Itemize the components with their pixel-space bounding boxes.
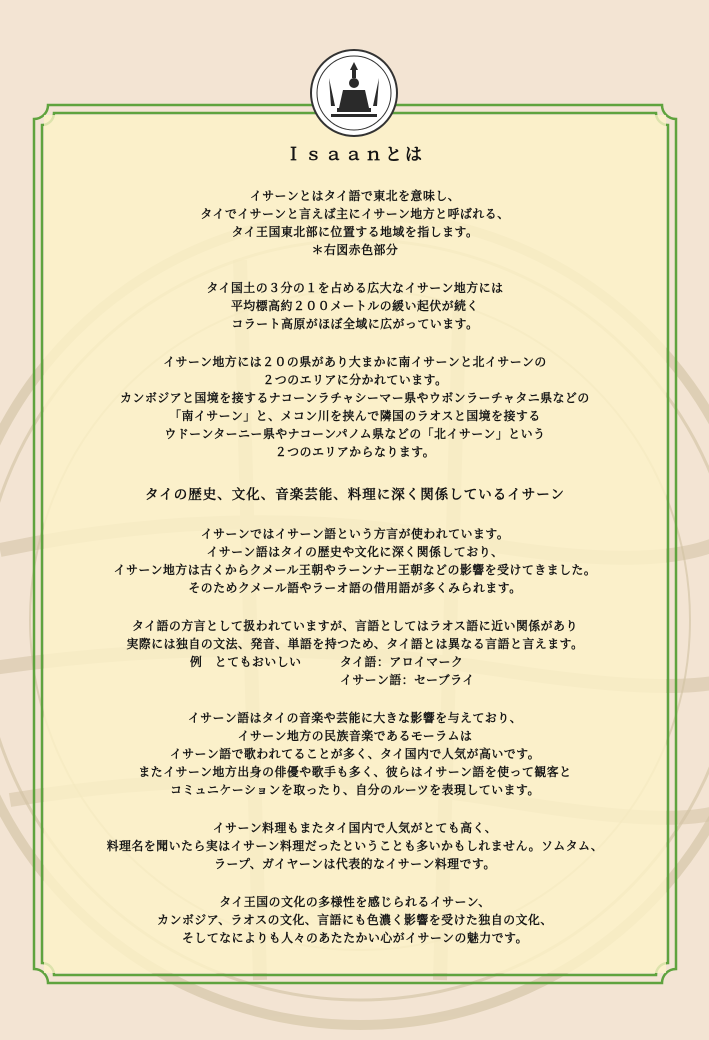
text-line: イサーン語で歌われてることが多く、タイ国内で人気が高いです。	[169, 747, 541, 761]
text-line: イサーン地方には２０の県があり大まかに南イサーンと北イサーンの	[163, 355, 547, 369]
text-line: ＊右図赤色部分	[311, 243, 399, 257]
text-line: そしてなによりも人々のあたたかい心がイサーンの魅力です。	[182, 931, 528, 945]
regions-paragraph	[36, 353, 674, 461]
closing-paragraph	[36, 893, 674, 947]
example-thai: タイ語：アロイマーク	[340, 655, 464, 669]
example-spacer	[190, 671, 340, 689]
text-line: イサーン語はタイの音楽や芸能に大きな影響を与えており、	[187, 711, 523, 725]
text-line: ２つのエリアに分かれています。	[262, 373, 448, 387]
text-line: そのためクメール語やラーオ語の借用語が多くみられます。	[188, 581, 522, 595]
royal-emblem-icon	[309, 48, 399, 138]
language-paragraph	[36, 525, 674, 597]
text-line: 実際には独自の文法、発音、単語を持つため、タイ語とは異なる言語と言えます。	[126, 637, 584, 651]
example-label: 例 とてもおいしい	[190, 655, 302, 669]
text-line: タイ王国の文化の多様性を感じられるイサーン、	[219, 895, 491, 909]
text-line: タイ語の方言として扱われていますが、言語としてはラオス語に近い関係があり	[132, 619, 578, 633]
text-line: コラート高原がほぼ全域に広がっています。	[231, 317, 479, 331]
text-line: 平均標高約２００メートルの緩い起伏が続く	[231, 299, 479, 313]
text-line: イサーン語はタイの歴史や文化に深く関係しており、	[206, 545, 504, 559]
intro-paragraph	[36, 187, 674, 259]
example-isaan: イサーン語：セーブライ	[340, 673, 475, 687]
main-content	[36, 140, 674, 967]
text-line: イサーンとはタイ語で東北を意味し、	[249, 189, 461, 203]
text-line: イサーン地方の民族音楽であるモーラムは	[237, 729, 473, 743]
text-line: 料理名を聞いたら実はイサーン料理だったということも多いかもしれません。ソムタム、	[106, 839, 604, 853]
text-line: タイでイサーンと言えば主にイサーン地方と呼ばれる、	[200, 207, 510, 221]
text-line: タイ王国東北部に位置する地域を指します。	[231, 225, 479, 239]
text-line: イサーン料理もまたタイ国内で人気がとても高く、	[212, 821, 498, 835]
text-line: ウドーンターニー県やナコーンパノム県などの「北イサーン」という	[164, 427, 546, 441]
dialect-paragraph	[36, 617, 674, 689]
example-block	[36, 653, 674, 689]
text-line: イサーンではイサーン語という方言が使われています。	[200, 527, 510, 541]
music-paragraph	[36, 709, 674, 799]
text-line: ２つのエリアからなります。	[274, 445, 436, 459]
text-line: タイ国土の３分の１を占める広大なイサーン地方には	[206, 281, 504, 295]
text-line: イサーン地方は古くからクメール王朝やラーンナー王朝などの影響を受けてきました。	[113, 563, 597, 577]
text-line: ラープ、ガイヤーンは代表的なイサーン料理です。	[214, 857, 496, 871]
food-paragraph	[36, 819, 674, 873]
text-line: またイサーン地方出身の俳優や歌手も多く、彼らはイサーン語を使って観客と	[138, 765, 572, 779]
section-subheading: タイの歴史、文化、音楽芸能、料理に深く関係しているイサーン	[145, 487, 565, 503]
text-line: 「南イサーン」と、メコン川を挟んで隣国のラオスと国境を接する	[169, 409, 541, 423]
text-line: コミュニケーションを取ったり、自分のルーツを表現しています。	[170, 783, 540, 797]
page-title: Ｉｓａａｎとは	[285, 145, 425, 165]
plateau-paragraph	[36, 279, 674, 333]
text-line: カンボジアと国境を接するナコーンラチャシーマー県やウボンラーチャタニ県などの	[120, 391, 590, 405]
text-line: カンボジア、ラオスの文化、言語にも色濃く影響を受けた独自の文化、	[157, 913, 553, 927]
